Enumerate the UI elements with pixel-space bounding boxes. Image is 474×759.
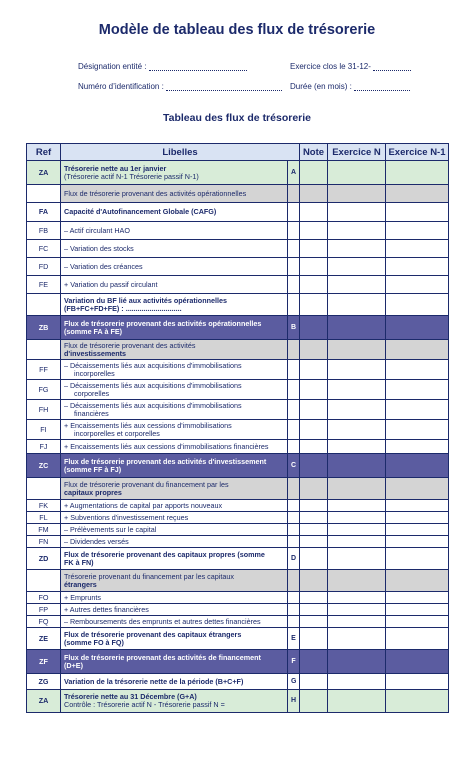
row-label-cell xyxy=(61,524,288,536)
row-note xyxy=(288,536,300,548)
row-exercice-n1-value[interactable] xyxy=(386,536,449,548)
row-ref: FP xyxy=(27,604,61,616)
row-label-cell xyxy=(61,592,288,604)
row-note xyxy=(288,258,300,276)
row-exercice-n-value[interactable] xyxy=(328,161,386,185)
row-label-cell xyxy=(61,604,288,616)
row-note-value[interactable] xyxy=(300,420,328,440)
row-note-value[interactable] xyxy=(300,222,328,240)
row-note-value[interactable] xyxy=(300,276,328,294)
table-row xyxy=(27,276,449,294)
row-note-value[interactable] xyxy=(300,240,328,258)
row-exercice-n-value[interactable] xyxy=(328,360,386,380)
row-label: Flux de trésorerie provenant des activités d'investissement xyxy=(64,456,267,466)
row-note-value[interactable] xyxy=(300,536,328,548)
row-label: – Remboursements des emprunts et autres dettes financières xyxy=(64,616,261,626)
row-exercice-n1-value[interactable] xyxy=(386,604,449,616)
row-exercice-n1-value[interactable] xyxy=(386,161,449,185)
row-label: + Encaissements liés aux cessions d'immobilisations financières xyxy=(64,441,269,451)
row-ref: ZA xyxy=(27,690,61,713)
table-row xyxy=(27,628,449,650)
row-ref: FM xyxy=(27,524,61,536)
row-exercice-n1-value[interactable] xyxy=(386,360,449,380)
row-exercice-n-value[interactable] xyxy=(328,592,386,604)
row-note-value[interactable] xyxy=(300,161,328,185)
row-note-value[interactable] xyxy=(300,400,328,420)
row-note xyxy=(288,294,300,316)
table-row xyxy=(27,380,449,400)
row-exercice-n1-value[interactable] xyxy=(386,316,449,340)
row-note-value[interactable] xyxy=(300,258,328,276)
row-exercice-n1-value[interactable] xyxy=(386,690,449,713)
row-note: D xyxy=(288,548,300,570)
table-row xyxy=(27,548,449,570)
row-label-line2: incorporelles et corporelles xyxy=(74,428,160,438)
row-label: Flux de trésorerie provenant des activités opérationnelles xyxy=(64,318,262,328)
row-label: Flux de trésorerie provenant des capitaux étrangers xyxy=(64,629,242,639)
row-label: – Variation des créances xyxy=(64,261,143,271)
row-note-value[interactable] xyxy=(300,604,328,616)
row-exercice-n-value[interactable] xyxy=(328,650,386,674)
row-label: Flux de trésorerie provenant des capitaux propres (somme xyxy=(64,549,265,559)
row-note xyxy=(288,592,300,604)
row-label-line2: (FB+FC+FD+FE) : ............................ xyxy=(64,303,182,313)
table-row xyxy=(27,222,449,240)
row-exercice-n1-value[interactable] xyxy=(386,512,449,524)
row-note xyxy=(288,185,300,203)
row-label-cell xyxy=(61,628,288,650)
row-ref: ZF xyxy=(27,650,61,674)
row-label-line2: (Trésorerie actif N-1 Trésorerie passif N-1) xyxy=(64,171,199,181)
row-label-line2: (somme FF à FJ) xyxy=(64,464,122,474)
row-exercice-n1-value[interactable] xyxy=(386,674,449,690)
row-note: A xyxy=(288,161,300,185)
page-title: Modèle de tableau des flux de trésorerie xyxy=(98,22,376,38)
row-note-value[interactable] xyxy=(300,203,328,222)
row-label: + Autres dettes financières xyxy=(64,604,149,614)
row-note: B xyxy=(288,316,300,340)
row-note xyxy=(288,203,300,222)
row-ref: FC xyxy=(27,240,61,258)
table-row xyxy=(27,360,449,380)
row-label: Variation de la trésorerie nette de la période (B+C+F) xyxy=(64,676,244,686)
row-ref xyxy=(27,570,61,592)
row-exercice-n-value[interactable] xyxy=(328,420,386,440)
row-exercice-n-value[interactable] xyxy=(328,400,386,420)
table-row xyxy=(27,536,449,548)
table-row xyxy=(27,420,449,440)
exercice-label: Exercice clos le 31-12- xyxy=(290,62,371,71)
row-note-value[interactable] xyxy=(300,380,328,400)
row-note-value[interactable] xyxy=(300,548,328,570)
row-exercice-n1-value[interactable] xyxy=(386,592,449,604)
row-exercice-n-value[interactable] xyxy=(328,276,386,294)
numero-label: Numéro d’identification : xyxy=(78,82,164,91)
row-note xyxy=(288,240,300,258)
table-row xyxy=(27,478,449,500)
row-label: – Variation des stocks xyxy=(64,243,134,253)
row-label-line2: incorporelles xyxy=(74,368,115,378)
row-label: Flux de trésorerie provenant des activités xyxy=(64,340,196,350)
row-label: – Décaissements liés aux acquisitions d'immobilisations xyxy=(64,400,242,410)
row-note-value[interactable] xyxy=(300,316,328,340)
row-exercice-n1-value[interactable] xyxy=(386,478,449,500)
row-exercice-n-value[interactable] xyxy=(328,690,386,713)
row-ref xyxy=(27,185,61,203)
row-ref: FQ xyxy=(27,616,61,628)
row-label: + Variation du passif circulant xyxy=(64,279,158,289)
row-note xyxy=(288,524,300,536)
row-note-value[interactable] xyxy=(300,650,328,674)
row-label-cell xyxy=(61,478,288,500)
row-exercice-n-value[interactable] xyxy=(328,380,386,400)
row-note xyxy=(288,570,300,592)
row-exercice-n1-value[interactable] xyxy=(386,380,449,400)
row-exercice-n1-value[interactable] xyxy=(386,203,449,222)
table-row xyxy=(27,512,449,524)
row-label: Capacité d'Autofinancement Globale (CAFG) xyxy=(64,207,217,216)
row-label-cell xyxy=(61,258,288,276)
row-note-value[interactable] xyxy=(300,616,328,628)
table-row xyxy=(27,454,449,478)
row-label-cell xyxy=(61,400,288,420)
row-ref: ZA xyxy=(27,161,61,185)
row-label-cell xyxy=(61,536,288,548)
row-note xyxy=(288,440,300,454)
col-ref: Ref xyxy=(27,144,61,161)
row-label-line2: financières xyxy=(74,408,109,418)
row-exercice-n-value[interactable] xyxy=(328,316,386,340)
row-ref: FI xyxy=(27,420,61,440)
row-note xyxy=(288,380,300,400)
row-note-value[interactable] xyxy=(300,592,328,604)
row-label-cell xyxy=(61,420,288,440)
col-libelles: Libelles xyxy=(61,144,300,161)
row-ref xyxy=(27,478,61,500)
row-label: Trésorerie nette au 31 Décembre (G+A) xyxy=(64,692,197,701)
row-note-value[interactable] xyxy=(300,340,328,360)
row-ref: FN xyxy=(27,536,61,548)
table-row xyxy=(27,240,449,258)
table-row xyxy=(27,440,449,454)
row-note-value[interactable] xyxy=(300,294,328,316)
row-label-cell xyxy=(61,650,288,674)
col-note: Note xyxy=(300,144,328,161)
row-note-value[interactable] xyxy=(300,512,328,524)
row-exercice-n-value[interactable] xyxy=(328,616,386,628)
row-exercice-n-value[interactable] xyxy=(328,440,386,454)
row-ref: ZD xyxy=(27,548,61,570)
table-row xyxy=(27,316,449,340)
row-label-cell xyxy=(61,690,288,713)
row-exercice-n1-value[interactable] xyxy=(386,454,449,478)
row-label: Trésorerie nette au 1er janvier xyxy=(64,163,167,173)
row-exercice-n1-value[interactable] xyxy=(386,185,449,203)
table-row xyxy=(27,500,449,512)
row-label-cell xyxy=(61,674,288,690)
row-label-line2: (somme FO à FQ) xyxy=(64,637,124,647)
row-ref: FE xyxy=(27,276,61,294)
row-exercice-n1-value[interactable] xyxy=(386,650,449,674)
row-note-value[interactable] xyxy=(300,440,328,454)
row-note-value[interactable] xyxy=(300,478,328,500)
row-exercice-n-value[interactable] xyxy=(328,500,386,512)
row-note xyxy=(288,222,300,240)
row-label-line2: étrangers xyxy=(64,579,97,589)
row-label-cell xyxy=(61,203,288,222)
row-ref: FG xyxy=(27,380,61,400)
row-exercice-n1-value[interactable] xyxy=(386,548,449,570)
row-ref xyxy=(27,294,61,316)
row-exercice-n1-value[interactable] xyxy=(386,294,449,316)
row-exercice-n1-value[interactable] xyxy=(386,258,449,276)
table-row xyxy=(27,340,449,360)
row-exercice-n-value[interactable] xyxy=(328,203,386,222)
designation-field xyxy=(78,62,247,71)
row-exercice-n-value[interactable] xyxy=(328,512,386,524)
table-row xyxy=(27,616,449,628)
row-note-value[interactable] xyxy=(300,524,328,536)
row-label-cell xyxy=(61,340,288,360)
designation-label: Désignation entité : xyxy=(78,62,147,71)
row-exercice-n-value[interactable] xyxy=(328,674,386,690)
row-label: Flux de trésorerie provenant des activités de financement xyxy=(64,652,261,662)
row-ref: FO xyxy=(27,592,61,604)
row-note xyxy=(288,420,300,440)
row-note xyxy=(288,500,300,512)
duree-line[interactable] xyxy=(354,83,410,91)
row-note xyxy=(288,478,300,500)
row-label-cell xyxy=(61,380,288,400)
row-note: H xyxy=(288,690,300,713)
row-exercice-n1-value[interactable] xyxy=(386,616,449,628)
row-ref: ZC xyxy=(27,454,61,478)
row-ref: FH xyxy=(27,400,61,420)
row-note xyxy=(288,604,300,616)
row-exercice-n-value[interactable] xyxy=(328,294,386,316)
row-note: E xyxy=(288,628,300,650)
row-ref: FD xyxy=(27,258,61,276)
exercice-line[interactable] xyxy=(373,63,411,71)
row-label-line2: (somme FA à FE) xyxy=(64,326,123,336)
row-label-line2: d'investissements xyxy=(64,348,127,358)
row-exercice-n1-value[interactable] xyxy=(386,420,449,440)
row-exercice-n-value[interactable] xyxy=(328,454,386,478)
row-ref: ZB xyxy=(27,316,61,340)
row-note xyxy=(288,400,300,420)
row-label: Flux de trésorerie provenant du financement par les xyxy=(64,479,229,489)
row-exercice-n-value[interactable] xyxy=(328,222,386,240)
table-row xyxy=(27,592,449,604)
row-ref: FA xyxy=(27,203,61,222)
row-note-value[interactable] xyxy=(300,690,328,713)
row-label-cell xyxy=(61,440,288,454)
row-label-cell xyxy=(61,548,288,570)
row-label-cell xyxy=(61,360,288,380)
row-note-value[interactable] xyxy=(300,500,328,512)
row-label-cell xyxy=(61,512,288,524)
row-note-value[interactable] xyxy=(300,360,328,380)
row-label: – Décaissements liés aux acquisitions d'immobilisations xyxy=(64,380,242,390)
row-ref: FJ xyxy=(27,440,61,454)
row-exercice-n-value[interactable] xyxy=(328,340,386,360)
row-label: + Subventions d'investissement reçues xyxy=(64,512,189,522)
row-ref: FK xyxy=(27,500,61,512)
row-exercice-n-value[interactable] xyxy=(328,548,386,570)
row-label: Trésorerie provenant du financement par les capitaux xyxy=(64,571,234,581)
row-ref: FB xyxy=(27,222,61,240)
row-note xyxy=(288,340,300,360)
row-label: + Augmentations de capital par apports nouveaux xyxy=(64,500,223,510)
row-note-value[interactable] xyxy=(300,674,328,690)
row-label: – Dividendes versés xyxy=(64,536,129,546)
row-note-value[interactable] xyxy=(300,454,328,478)
numero-line[interactable] xyxy=(166,83,282,91)
row-label: Flux de trésorerie provenant des activités opérationnelles xyxy=(64,188,247,198)
duree-field xyxy=(290,82,410,91)
row-label-cell xyxy=(61,240,288,258)
row-exercice-n1-value[interactable] xyxy=(386,276,449,294)
table-row xyxy=(27,203,449,222)
table-row xyxy=(27,294,449,316)
row-label: Variation du BF lié aux activités opérationnelles xyxy=(64,295,227,305)
row-exercice-n-value[interactable] xyxy=(328,536,386,548)
table-row xyxy=(27,185,449,203)
row-label: – Prélèvements sur le capital xyxy=(64,524,157,534)
row-exercice-n-value[interactable] xyxy=(328,570,386,592)
row-label-line2: capitaux propres xyxy=(64,487,122,497)
row-label-cell xyxy=(61,570,288,592)
row-label: + Encaissements liés aux cessions d'immobilisations xyxy=(64,420,232,430)
row-exercice-n1-value[interactable] xyxy=(386,240,449,258)
row-exercice-n-value[interactable] xyxy=(328,240,386,258)
table-row xyxy=(27,400,449,420)
row-exercice-n1-value[interactable] xyxy=(386,440,449,454)
row-exercice-n1-value[interactable] xyxy=(386,628,449,650)
row-ref: ZG xyxy=(27,674,61,690)
row-label-line2: Contrôle : Trésorerie actif N - Trésorerie passif N = xyxy=(64,700,225,709)
table-row xyxy=(27,690,449,713)
row-note-value[interactable] xyxy=(300,185,328,203)
row-ref: FL xyxy=(27,512,61,524)
row-note: C xyxy=(288,454,300,478)
table-header xyxy=(27,144,449,161)
row-note-value[interactable] xyxy=(300,570,328,592)
row-label-cell xyxy=(61,316,288,340)
table-row xyxy=(27,258,449,276)
col-exercice-n: Exercice N xyxy=(328,144,386,161)
row-note: G xyxy=(288,674,300,690)
row-exercice-n1-value[interactable] xyxy=(386,570,449,592)
row-exercice-n-value[interactable] xyxy=(328,628,386,650)
row-label: – Actif circulant HAO xyxy=(64,225,130,235)
row-label-line2: corporelles xyxy=(74,388,110,398)
row-exercice-n1-value[interactable] xyxy=(386,400,449,420)
row-ref xyxy=(27,340,61,360)
row-label-cell xyxy=(61,294,288,316)
row-exercice-n-value[interactable] xyxy=(328,185,386,203)
table-row xyxy=(27,604,449,616)
row-exercice-n1-value[interactable] xyxy=(386,524,449,536)
table-row xyxy=(27,650,449,674)
row-label-cell xyxy=(61,222,288,240)
row-label-cell xyxy=(61,185,288,203)
col-exercice-n1: Exercice N-1 xyxy=(386,144,449,161)
duree-label: Durée (en mois) : xyxy=(290,82,352,91)
row-note xyxy=(288,616,300,628)
row-exercice-n-value[interactable] xyxy=(328,258,386,276)
row-label-cell xyxy=(61,454,288,478)
table-row xyxy=(27,161,449,185)
table-title: Tableau des flux de trésorerie xyxy=(162,112,312,124)
row-ref: ZE xyxy=(27,628,61,650)
row-label-cell xyxy=(61,500,288,512)
row-note xyxy=(288,360,300,380)
row-exercice-n1-value[interactable] xyxy=(386,222,449,240)
row-label: – Décaissements liés aux acquisitions d'immobilisations xyxy=(64,360,242,370)
row-label-line2: (D+E) xyxy=(64,660,83,670)
row-exercice-n1-value[interactable] xyxy=(386,340,449,360)
row-note: F xyxy=(288,650,300,674)
row-note xyxy=(288,512,300,524)
row-label-cell xyxy=(61,276,288,294)
designation-line[interactable] xyxy=(149,63,247,71)
row-note xyxy=(288,276,300,294)
row-label-cell xyxy=(61,616,288,628)
table-row xyxy=(27,570,449,592)
cash-flow-table xyxy=(26,143,449,713)
row-exercice-n-value[interactable] xyxy=(328,524,386,536)
row-exercice-n-value[interactable] xyxy=(328,604,386,616)
row-label-line2: FK à FN) xyxy=(64,557,94,567)
row-exercice-n1-value[interactable] xyxy=(386,500,449,512)
exercice-field xyxy=(290,62,411,71)
table-row xyxy=(27,524,449,536)
row-note-value[interactable] xyxy=(300,628,328,650)
row-ref: FF xyxy=(27,360,61,380)
row-label-cell xyxy=(61,161,288,185)
table-row xyxy=(27,674,449,690)
row-label: + Emprunts xyxy=(64,592,101,602)
row-exercice-n-value[interactable] xyxy=(328,478,386,500)
numero-field xyxy=(78,82,282,91)
